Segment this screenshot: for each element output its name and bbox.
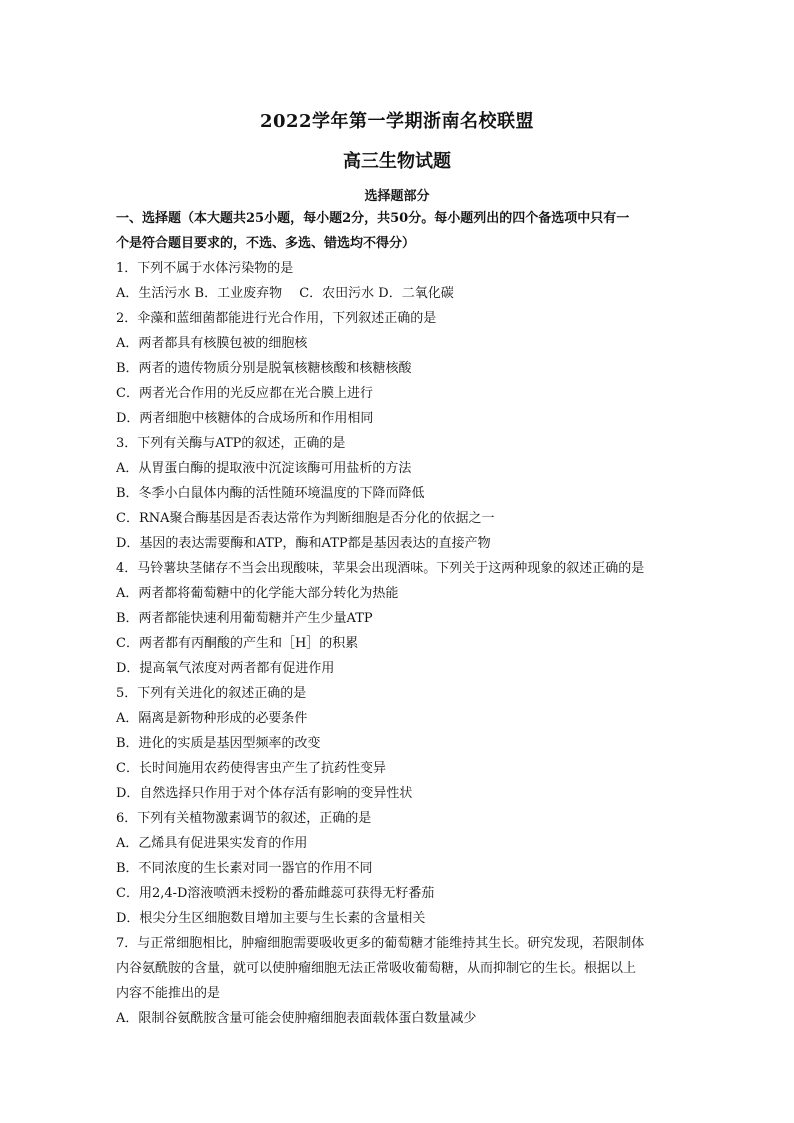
question-6-option-a: A．乙烯具有促进果实发育的作用 bbox=[116, 836, 308, 851]
question-3-option-b: B．冬季小白鼠体内酶的活性随环境温度的下降而降低 bbox=[116, 486, 425, 501]
question-4-option-b: B．两者都能快速利用葡萄糖并产生少量ATP bbox=[116, 611, 373, 626]
question-4-option-a: A．两者都将葡萄糖中的化学能大部分转化为热能 bbox=[116, 586, 399, 601]
question-4-option-d: D．提高氧气浓度对两者都有促进作用 bbox=[116, 661, 335, 676]
question-7-stem-line-2: 内谷氨酰胺的含量，就可以使肿瘤细胞无法正常吸收葡萄糖，从而抑制它的生长。根据以上 bbox=[116, 961, 637, 976]
question-2-option-c: C．两者光合作用的光反应都在光合膜上进行 bbox=[116, 386, 373, 401]
question-content bbox=[116, 206, 686, 1031]
question-3-option-d: D．基因的表达需要酶和ATP，酶和ATP都是基因表达的直接产物 bbox=[116, 536, 491, 551]
instructions-line-1: 一、选择题（本大题共25小题，每小题2分，共50分。每小题列出的四个备选项中只有一 bbox=[116, 211, 630, 226]
question-5-option-a: A．隔离是新物种形成的必要条件 bbox=[116, 711, 308, 726]
question-4-stem: 4．马铃薯块茎储存不当会出现酸味，苹果会出现酒味。下列关于这两种现象的叙述正确的是 bbox=[116, 561, 645, 576]
instructions-line-2: 个是符合题目要求的，不选、多选、错选均不得分） bbox=[116, 236, 416, 251]
question-3-stem: 3．下列有关酶与ATP的叙述，正确的是 bbox=[116, 436, 346, 451]
question-1-stem: 1．下列不属于水体污染物的是 bbox=[116, 261, 294, 276]
question-3-option-c: C．RNA聚合酶基因是否表达常作为判断细胞是否分化的依据之一 bbox=[116, 511, 495, 526]
question-7-stem-line-3: 内容不能推出的是 bbox=[116, 986, 221, 1001]
question-6-option-c: C．用2,4-D溶液喷洒未授粉的番茄雌蕊可获得无籽番茄 bbox=[116, 886, 435, 901]
question-5-stem: 5．下列有关进化的叙述正确的是 bbox=[116, 686, 307, 701]
exam-subtitle: 高三生物试题 bbox=[343, 151, 451, 172]
question-7-option-a: A．限制谷氨酰胺含量可能会使肿瘤细胞表面载体蛋白数量减少 bbox=[116, 1011, 477, 1026]
question-6-stem: 6．下列有关植物激素调节的叙述，正确的是 bbox=[116, 811, 372, 826]
question-7-stem-line-1: 7．与正常细胞相比，肿瘤细胞需要吸收更多的葡萄糖才能维持其生长。研究发现，若限制体 bbox=[116, 936, 645, 951]
question-6-option-b: B．不同浓度的生长素对同一器官的作用不同 bbox=[116, 861, 373, 876]
question-6-option-d: D．根尖分生区细胞数目增加主要与生长素的含量相关 bbox=[116, 911, 426, 926]
question-5-option-b: B．进化的实质是基因型频率的改变 bbox=[116, 736, 321, 751]
question-5-option-d: D．自然选择只作用于对个体存活有影响的变异性状 bbox=[116, 786, 413, 801]
question-1-options: A．生活污水 B．工业废弃物 C．农田污水 D．二氧化碳 bbox=[116, 286, 454, 301]
question-3-option-a: A．从胃蛋白酶的提取液中沉淀该酶可用盐析的方法 bbox=[116, 461, 412, 476]
question-4-option-c: C．两者都有丙酮酸的产生和［H］的积累 bbox=[116, 636, 359, 651]
question-2-stem: 2．伞藻和蓝细菌都能进行光合作用，下列叙述正确的是 bbox=[116, 311, 437, 326]
question-2-option-b: B．两者的遗传物质分别是脱氧核糖核酸和核糖核酸 bbox=[116, 361, 412, 376]
section-heading: 选择题部分 bbox=[364, 189, 430, 204]
question-2-option-d: D．两者细胞中核糖体的合成场所和作用相同 bbox=[116, 411, 374, 426]
question-5-option-c: C．长时间施用农药使得害虫产生了抗药性变异 bbox=[116, 761, 386, 776]
question-2-option-a: A．两者都具有核膜包被的细胞核 bbox=[116, 336, 308, 351]
exam-title: 2022学年第一学期浙南名校联盟 bbox=[259, 111, 535, 132]
